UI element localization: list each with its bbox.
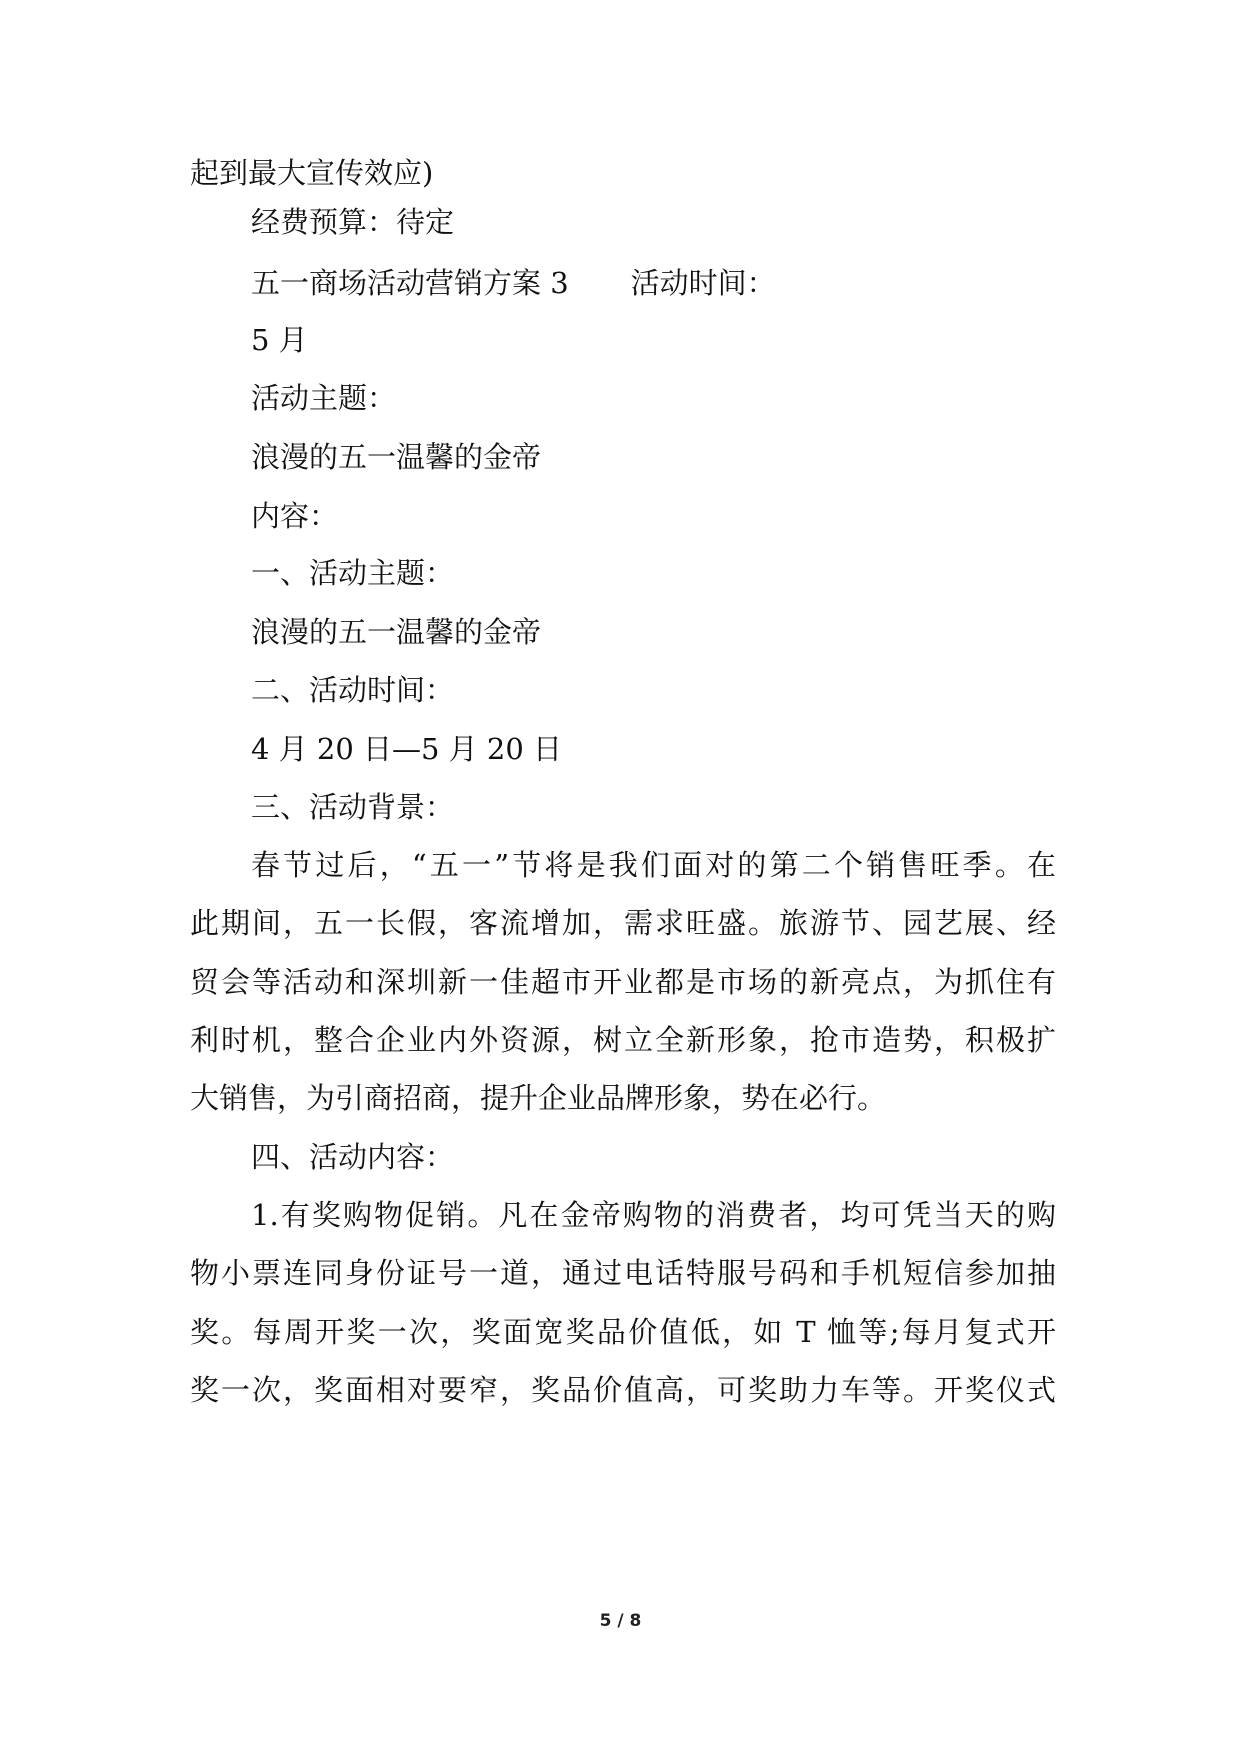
paragraph-line: 物小票连同身份证号一道，通过电话特服号码和手机短信参加抽 bbox=[190, 1256, 1056, 1290]
paragraph-line: 春节过后，“五一”节将是我们面对的第二个销售旺季。在 bbox=[251, 848, 1056, 882]
budget-line: 经费预算：待定 bbox=[251, 205, 455, 239]
section-3-heading: 三、活动背景： bbox=[251, 790, 455, 824]
plan-title-line bbox=[251, 265, 776, 301]
paragraph-line: 贸会等活动和深圳新一佳超市开业都是市场的新亮点，为抓住有 bbox=[190, 965, 1056, 999]
theme-label: 活动主题： bbox=[251, 381, 397, 415]
paragraph-line: 奖。每周开奖一次，奖面宽奖品价值低，如 T 恤等;每月复式开 bbox=[190, 1315, 1056, 1349]
text-line: 起到最大宣传效应) bbox=[190, 156, 434, 190]
paragraph-line: 大销售，为引商招商，提升企业品牌形象，势在必行。 bbox=[190, 1081, 887, 1115]
page-number: 5 / 8 bbox=[599, 1611, 642, 1631]
section-1-heading: 一、活动主题： bbox=[251, 556, 455, 590]
section-2-heading: 二、活动时间： bbox=[251, 673, 455, 707]
paragraph-line: 利时机，整合企业内外资源，树立全新形象，抢市造势，积极扩 bbox=[190, 1023, 1056, 1057]
content-label: 内容： bbox=[251, 499, 339, 533]
plan-title: 五一商场活动营销方案 3 bbox=[251, 266, 569, 300]
paragraph-line: 此期间，五一长假，客流增加，需求旺盛。旅游节、园艺展、经 bbox=[190, 906, 1056, 940]
month-line: 5 月 bbox=[251, 323, 308, 357]
section-2-text: 4 月 20 日—5 月 20 日 bbox=[251, 732, 563, 766]
paragraph-line: 1.有奖购物促销。凡在金帝购物的消费者，均可凭当天的购 bbox=[251, 1198, 1056, 1232]
activity-time-label: 活动时间： bbox=[630, 266, 776, 300]
section-4-heading: 四、活动内容： bbox=[251, 1140, 455, 1174]
theme-text: 浪漫的五一温馨的金帝 bbox=[251, 440, 542, 474]
paragraph-line: 奖一次，奖面相对要窄，奖品价值高，可奖助力车等。开奖仪式 bbox=[190, 1373, 1056, 1407]
section-1-text: 浪漫的五一温馨的金帝 bbox=[251, 615, 542, 649]
